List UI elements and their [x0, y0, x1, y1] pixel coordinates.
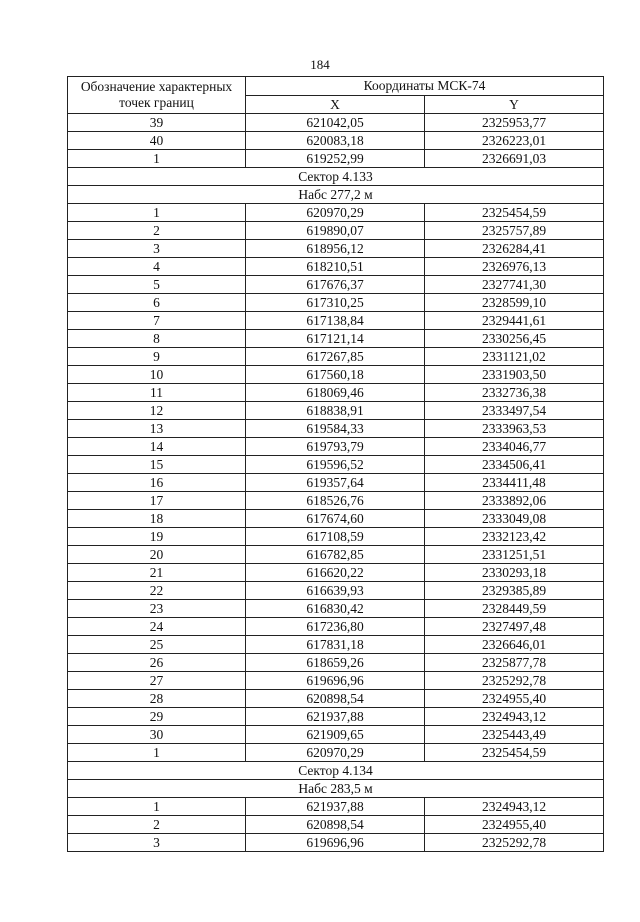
x-column-header: X	[246, 96, 425, 114]
table-row	[68, 636, 604, 654]
x-coordinate-cell: 617121,14	[246, 330, 425, 348]
point-id-cell: 14	[68, 438, 246, 456]
y-coordinate-cell: 2326284,41	[425, 240, 604, 258]
y-coordinate-cell: 2324955,40	[425, 816, 604, 834]
y-coordinate-cell: 2332123,42	[425, 528, 604, 546]
table-row	[68, 132, 604, 150]
point-id-cell: 5	[68, 276, 246, 294]
table-row	[68, 258, 604, 276]
x-coordinate-cell: 617236,80	[246, 618, 425, 636]
x-coordinate-cell: 617831,18	[246, 636, 425, 654]
point-id-cell: 2	[68, 222, 246, 240]
y-coordinate-cell: 2331121,02	[425, 348, 604, 366]
point-id-cell: 18	[68, 510, 246, 528]
table-row	[68, 798, 604, 816]
table-row	[68, 204, 604, 222]
x-coordinate-cell: 618069,46	[246, 384, 425, 402]
point-id-cell: 40	[68, 132, 246, 150]
y-coordinate-cell: 2333892,06	[425, 492, 604, 510]
point-id-cell: 8	[68, 330, 246, 348]
point-id-cell: 1	[68, 744, 246, 762]
point-id-cell: 3	[68, 240, 246, 258]
x-coordinate-cell: 617674,60	[246, 510, 425, 528]
x-coordinate-cell: 619793,79	[246, 438, 425, 456]
table-row	[68, 420, 604, 438]
table-row	[68, 600, 604, 618]
point-id-cell: 6	[68, 294, 246, 312]
point-id-cell: 27	[68, 672, 246, 690]
y-coordinate-cell: 2325454,59	[425, 744, 604, 762]
y-coordinate-cell: 2331903,50	[425, 366, 604, 384]
point-id-cell: 29	[68, 708, 246, 726]
point-id-cell: 21	[68, 564, 246, 582]
x-coordinate-cell: 619357,64	[246, 474, 425, 492]
y-coordinate-cell: 2334411,48	[425, 474, 604, 492]
x-coordinate-cell: 617310,25	[246, 294, 425, 312]
y-coordinate-cell: 2334046,77	[425, 438, 604, 456]
point-id-cell: 12	[68, 402, 246, 420]
coordinates-header: Координаты МСК-74	[246, 77, 604, 96]
table-row	[68, 294, 604, 312]
y-coordinate-cell: 2327497,48	[425, 618, 604, 636]
table-row	[68, 492, 604, 510]
x-coordinate-cell: 619696,96	[246, 834, 425, 852]
table-row	[68, 582, 604, 600]
x-coordinate-cell: 619252,99	[246, 150, 425, 168]
point-id-cell: 4	[68, 258, 246, 276]
coordinates-table	[67, 76, 604, 852]
y-coordinate-cell: 2324943,12	[425, 708, 604, 726]
x-coordinate-cell: 618210,51	[246, 258, 425, 276]
point-id-cell: 10	[68, 366, 246, 384]
y-coordinate-cell: 2330256,45	[425, 330, 604, 348]
y-coordinate-cell: 2325443,49	[425, 726, 604, 744]
y-coordinate-cell: 2330293,18	[425, 564, 604, 582]
table-row	[68, 510, 604, 528]
x-coordinate-cell: 616830,42	[246, 600, 425, 618]
table-body	[68, 114, 604, 852]
table-row	[68, 240, 604, 258]
page-number: 184	[310, 57, 330, 72]
point-id-cell: 25	[68, 636, 246, 654]
x-coordinate-cell: 617138,84	[246, 312, 425, 330]
x-coordinate-cell: 620970,29	[246, 204, 425, 222]
y-coordinate-cell: 2326976,13	[425, 258, 604, 276]
table-row	[68, 438, 604, 456]
table-row	[68, 402, 604, 420]
point-id-cell: 11	[68, 384, 246, 402]
table-row	[68, 366, 604, 384]
y-coordinate-cell: 2333963,53	[425, 420, 604, 438]
x-coordinate-cell: 621042,05	[246, 114, 425, 132]
x-coordinate-cell: 620083,18	[246, 132, 425, 150]
table-row	[68, 150, 604, 168]
point-id-cell: 28	[68, 690, 246, 708]
point-id-cell: 20	[68, 546, 246, 564]
point-id-cell: 23	[68, 600, 246, 618]
x-coordinate-cell: 617267,85	[246, 348, 425, 366]
x-coordinate-cell: 619890,07	[246, 222, 425, 240]
x-coordinate-cell: 617676,37	[246, 276, 425, 294]
table-row	[68, 474, 604, 492]
x-coordinate-cell: 618659,26	[246, 654, 425, 672]
table-row	[68, 690, 604, 708]
table-row	[68, 330, 604, 348]
point-id-cell: 24	[68, 618, 246, 636]
x-coordinate-cell: 619584,33	[246, 420, 425, 438]
table-row	[68, 564, 604, 582]
point-id-cell: 9	[68, 348, 246, 366]
section-title: Сектор 4.134	[68, 762, 604, 780]
y-coordinate-cell: 2333049,08	[425, 510, 604, 528]
table-row	[68, 744, 604, 762]
table-row	[68, 618, 604, 636]
table-row	[68, 276, 604, 294]
x-coordinate-cell: 618526,76	[246, 492, 425, 510]
table-row	[68, 546, 604, 564]
y-coordinate-cell: 2329441,61	[425, 312, 604, 330]
x-coordinate-cell: 616620,22	[246, 564, 425, 582]
y-coordinate-cell: 2327741,30	[425, 276, 604, 294]
x-coordinate-cell: 617108,59	[246, 528, 425, 546]
x-coordinate-cell: 618838,91	[246, 402, 425, 420]
y-coordinate-cell: 2325292,78	[425, 672, 604, 690]
section-title: Набс 277,2 м	[68, 186, 604, 204]
x-coordinate-cell: 621909,65	[246, 726, 425, 744]
y-coordinate-cell: 2326646,01	[425, 636, 604, 654]
section-row	[68, 168, 604, 186]
point-id-cell: 26	[68, 654, 246, 672]
y-coordinate-cell: 2324955,40	[425, 690, 604, 708]
point-id-cell: 1	[68, 150, 246, 168]
point-id-cell: 2	[68, 816, 246, 834]
y-coordinate-cell: 2326223,01	[425, 132, 604, 150]
point-id-cell: 19	[68, 528, 246, 546]
y-coordinate-cell: 2325877,78	[425, 654, 604, 672]
y-coordinate-cell: 2324943,12	[425, 798, 604, 816]
x-coordinate-cell: 616782,85	[246, 546, 425, 564]
x-coordinate-cell: 621937,88	[246, 798, 425, 816]
y-coordinate-cell: 2331251,51	[425, 546, 604, 564]
y-coordinate-cell: 2332736,38	[425, 384, 604, 402]
y-column-header: Y	[425, 96, 604, 114]
section-row	[68, 780, 604, 798]
y-coordinate-cell: 2328599,10	[425, 294, 604, 312]
x-coordinate-cell: 617560,18	[246, 366, 425, 384]
table-row	[68, 672, 604, 690]
point-id-cell: 1	[68, 204, 246, 222]
table-header	[68, 77, 604, 114]
table-row	[68, 834, 604, 852]
point-id-cell: 22	[68, 582, 246, 600]
y-coordinate-cell: 2329385,89	[425, 582, 604, 600]
x-coordinate-cell: 620898,54	[246, 816, 425, 834]
y-coordinate-cell: 2333497,54	[425, 402, 604, 420]
point-id-cell: 16	[68, 474, 246, 492]
x-coordinate-cell: 621937,88	[246, 708, 425, 726]
table-row	[68, 348, 604, 366]
point-id-cell: 15	[68, 456, 246, 474]
section-row	[68, 762, 604, 780]
point-id-cell: 7	[68, 312, 246, 330]
x-coordinate-cell: 618956,12	[246, 240, 425, 258]
point-id-cell: 1	[68, 798, 246, 816]
table-row	[68, 222, 604, 240]
y-coordinate-cell: 2325953,77	[425, 114, 604, 132]
section-title: Набс 283,5 м	[68, 780, 604, 798]
y-coordinate-cell: 2325292,78	[425, 834, 604, 852]
x-coordinate-cell: 620898,54	[246, 690, 425, 708]
y-coordinate-cell: 2326691,03	[425, 150, 604, 168]
table-row	[68, 384, 604, 402]
x-coordinate-cell: 619596,52	[246, 456, 425, 474]
table-row	[68, 114, 604, 132]
y-coordinate-cell: 2328449,59	[425, 600, 604, 618]
section-title: Сектор 4.133	[68, 168, 604, 186]
point-id-cell: 3	[68, 834, 246, 852]
point-id-cell: 30	[68, 726, 246, 744]
table-row	[68, 816, 604, 834]
y-coordinate-cell: 2325454,59	[425, 204, 604, 222]
y-coordinate-cell: 2325757,89	[425, 222, 604, 240]
x-coordinate-cell: 619696,96	[246, 672, 425, 690]
point-id-cell: 17	[68, 492, 246, 510]
x-coordinate-cell: 616639,93	[246, 582, 425, 600]
section-row	[68, 186, 604, 204]
table-row	[68, 654, 604, 672]
table-row	[68, 312, 604, 330]
x-coordinate-cell: 620970,29	[246, 744, 425, 762]
point-id-cell: 39	[68, 114, 246, 132]
point-label-header: Обозначение характерных точек границ	[68, 77, 246, 114]
table-row	[68, 726, 604, 744]
table-row	[68, 708, 604, 726]
table-row	[68, 456, 604, 474]
y-coordinate-cell: 2334506,41	[425, 456, 604, 474]
point-id-cell: 13	[68, 420, 246, 438]
table-row	[68, 528, 604, 546]
